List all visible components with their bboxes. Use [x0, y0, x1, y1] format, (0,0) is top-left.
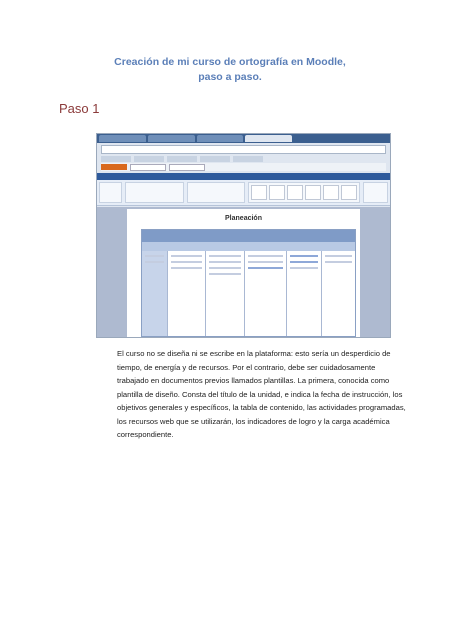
table-subheader: [142, 242, 355, 251]
text-line: [290, 267, 317, 269]
text-line: [145, 261, 164, 263]
ribbon-group: [99, 182, 122, 203]
text-line: [209, 255, 240, 257]
plan-table: [141, 229, 356, 337]
document-title: [70, 55, 390, 85]
link-line: [290, 255, 317, 257]
text-line: [248, 261, 284, 263]
text-line: [209, 261, 240, 263]
document-area: [97, 207, 390, 337]
text-line: [171, 267, 202, 269]
bookmark: [134, 156, 164, 162]
word-title-bar: [97, 173, 390, 180]
table-column: [322, 251, 355, 336]
table-column: [287, 251, 321, 336]
table-columns: [142, 251, 355, 336]
text-line: [145, 255, 164, 257]
ribbon-styles: [248, 182, 360, 203]
ribbon-group: [363, 182, 388, 203]
browser-tab: [99, 135, 146, 142]
text-line: [171, 255, 202, 257]
text-line: [248, 255, 284, 257]
bookmark: [101, 156, 131, 162]
text-line: [209, 273, 240, 275]
toolbar-logo: [101, 164, 127, 170]
body-paragraph: El curso no se diseña ni se escribe en la plataforma: esto sería un desperdicio de tiempo, de energía y de recursos. Por el contrario, debe ser cuidadosamente trabajado en documentos previos llamados plantillas. La primera, conocida como plantilla de diseño. Consta del título de la unidad, e indica la fecha de instrucción, los objetivos generales y específicos, la tabla de contenido, las actividades programadas, los recursos web que se utilizarán, los indicadores de logro y la carga académica correspondiente.: [117, 349, 406, 439]
table-column: [142, 251, 168, 336]
style-swatch: [251, 185, 267, 200]
style-swatch: [287, 185, 303, 200]
text-line: [325, 261, 352, 263]
document-page: [127, 209, 360, 337]
table-column: [206, 251, 244, 336]
style-swatch: [323, 185, 339, 200]
toolbar-search: [130, 164, 166, 171]
link-line: [248, 267, 284, 269]
browser-tabs: [97, 134, 390, 143]
text-line: [171, 261, 202, 263]
toolbar-field: [169, 164, 205, 171]
embedded-screenshot: [96, 133, 391, 338]
tab-spacer: [294, 135, 388, 142]
word-ribbon: [97, 180, 390, 206]
bookmarks-bar: [101, 156, 386, 162]
browser-toolbar: [101, 163, 386, 171]
style-swatch: [305, 185, 321, 200]
ribbon-group: [187, 182, 246, 203]
text-line: [325, 255, 352, 257]
text-line: [209, 267, 240, 269]
browser-tab-active: [245, 135, 292, 142]
style-swatch: [341, 185, 357, 200]
style-swatch: [269, 185, 285, 200]
ribbon-group: [125, 182, 184, 203]
link-line: [290, 261, 317, 263]
title-line-1: Creación de mi curso de ortografía en Moodle,: [114, 56, 346, 68]
browser-tab: [197, 135, 244, 142]
bookmark: [200, 156, 230, 162]
table-column: [168, 251, 206, 336]
bookmark: [233, 156, 263, 162]
step-heading: Paso 1: [59, 101, 100, 116]
table-column: [245, 251, 288, 336]
bookmark: [167, 156, 197, 162]
address-bar: [101, 145, 386, 154]
table-header: [142, 230, 355, 242]
plan-heading: Planeación: [225, 215, 262, 222]
browser-tab: [148, 135, 195, 142]
title-line-2: paso a paso.: [198, 71, 262, 83]
